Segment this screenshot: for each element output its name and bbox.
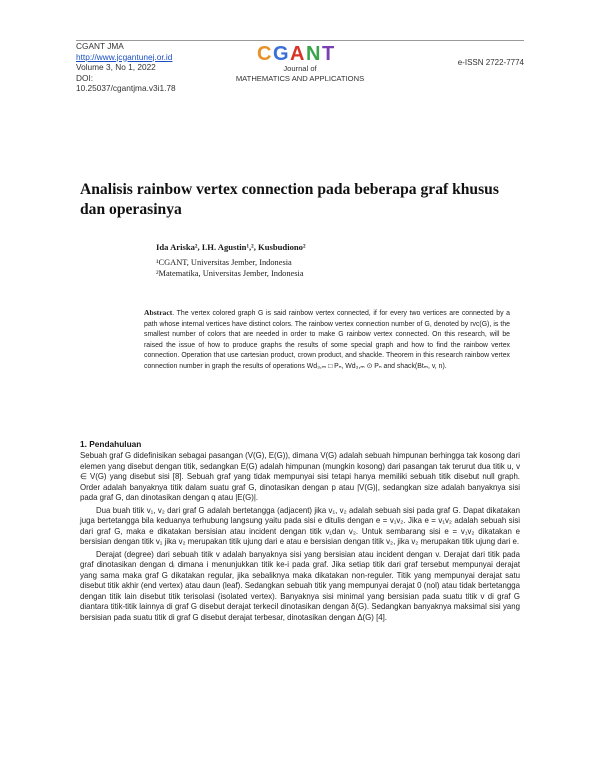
- abstract: [144, 308, 510, 373]
- svg-text:G: G: [273, 43, 289, 64]
- affiliation-1: ¹CGANT, Universitas Jember, Indonesia: [156, 258, 292, 267]
- doi-value: 10.25037/cgantjma.v3i1.78: [76, 83, 176, 93]
- svg-text:A: A: [290, 43, 305, 64]
- author-list: Ida Ariska², I.H. Agustin¹,², Kusbudiono²: [156, 242, 306, 252]
- section-heading: [80, 439, 141, 449]
- paragraph-1: Sebuah graf G didefinisikan sebagai pasangan (V(G), E(G)), dimana V(G) adalah sebuah himpunan berhingga tak kosong dari elemen yang disebut dengan titik, sedangkan E(G) adalah himpunan (mungkin kosong) dari pasangan tak terurut dua titik u, v ∈ V(G) yang disebut sisi [8]. Sebuah graf yang tidak mempunyai sisi tetapi hanya memiliki sebuah titik disebut null graph. Order adalah banyaknya titik dalam suatu graf G, dinotasikan dengan p atau |V(G)|, sedangkan size adalah banyaknya sisi pada graf G, dan dinotasikan dengan q atau |E(G)|.: [80, 451, 520, 502]
- journal-line-2: MATHEMATICS AND APPLICATIONS: [235, 73, 365, 83]
- journal-url-link[interactable]: http://www.jcgantunej.or.id: [76, 51, 173, 62]
- journal-short-name: CGANT JMA: [76, 41, 124, 51]
- volume-info: Volume 3, No 1, 2022: [76, 62, 156, 72]
- abstract-text: . The vertex colored graph G is said rainbow vertex connected, if for every two vertices are connected by a path whose internal vertices have distinct colors. The rainbow vertex connection number of G, denoted by rvc(G), is the smallest number of colors that are needed in order to make G rainbow vertex connected. On this research, will be raised the issue of how to produce graphs the results of some special graph and how to find the rainbow vertex connection. Operation that use cartesian product, crown product, and shackle. Theorem in this research rainbow vertex connection number in graph the results of operations Wd₃,ₘ □ Pₙ, Wd₃,ₘ ⊙ Pₙ and shack(Btₘ, v, n).: [144, 310, 510, 370]
- section-number: 1.: [80, 439, 87, 449]
- svg-text:N: N: [306, 43, 321, 64]
- journal-brand: [200, 42, 400, 83]
- svg-text:T: T: [322, 43, 335, 64]
- svg-text:C: C: [257, 43, 272, 64]
- issn: e-ISSN 2722-7774: [457, 58, 524, 67]
- paper-title: Analisis rainbow vertex connection pada beberapa graf khusus dan operasinya: [80, 181, 499, 218]
- doi-label: DOI:: [76, 72, 94, 83]
- cgant-logo-icon: [255, 42, 345, 64]
- section-title: Pendahuluan: [89, 439, 142, 449]
- journal-line-1: Journal of: [283, 64, 317, 73]
- paragraph-2: Dua buah titik v₁, v₂ dari graf G adalah bertetangga (adjacent) jika v₁, v₂ adalah sebuah sisi pada graf G. Dapat dikatakan juga bertetangga bila keduanya terhubung langsung yaitu pada sisi e ditulis dengan e = v₁v₂. Jika e = v₁v₂ adalah sebuah sisi dari graf G, maka e dikatakan bersisian atau incident dengan titik v₁dan v₂. Untuk sembarang sisi e = v₁v₂ dikatakan e bersisian dengan titik v₁ jika v₂ merupakan titik ujung dari e atau e bersisian dengan titik v₂, jika v₂ merupakan titik ujung dari e.: [80, 505, 520, 546]
- body-text: [80, 451, 520, 625]
- affiliation-2: ²Matematika, Universitas Jember, Indonesia: [156, 269, 304, 278]
- paragraph-3: Derajat (degree) dari sebuah titik v adalah banyaknya sisi yang bersisian atau incident dengan v. Derajat dari titik pada graf dinotasikan dengan dᵢ dimana i menunjukkan titik ke-i pada graf. Jika setiap titik dari graf tersebut mempunyai derajat yang sama maka graf G dikatakan regular, jika sebaliknya maka dikatakan non-reguler. Titik yang mempunyai derajat satu disebut titik akhir (end vertex) atau daun (leaf). Sedangkan sebuah titik yang mempunyai derajat 0 (nol) atau tidak bertetangga dengan titik lain disebut titik terisolasi (isolated vertex). Banyaknya sisi minimal yang bersisian pada suatu titik v di graf G diantara titik-titik lainnya di graf G disebut derajat terkecil dinotasikan dengan δ(G). Sedangkan banyaknya maksimal sisi yang bersisian pada suatu titik di graf G disebut derajat terbesar, dinotasikan dengan Δ(G) [4].: [80, 549, 520, 622]
- abstract-label: Abstract: [144, 308, 173, 317]
- journal-meta: [76, 41, 176, 94]
